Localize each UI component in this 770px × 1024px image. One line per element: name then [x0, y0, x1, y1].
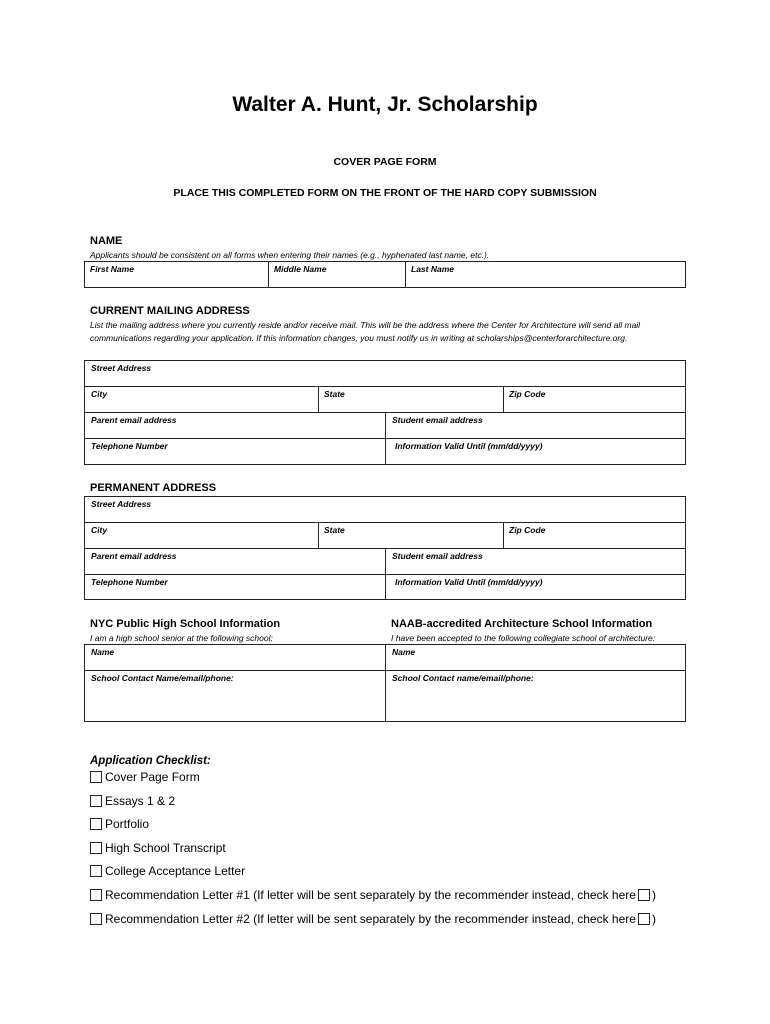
zip-field[interactable]: Zip Code	[509, 389, 546, 399]
name-note: Applicants should be consistent on all forms when entering their names (e.g., hyphenated last name, etc.).	[90, 250, 490, 260]
checklist-item-label: High School Transcript	[105, 841, 226, 855]
valid-until-field[interactable]: Information Valid Until (mm/dd/yyyy)	[395, 441, 543, 451]
divider	[503, 386, 504, 412]
parent-email-field[interactable]: Parent email address	[91, 415, 177, 425]
hs-note: I am a high school senior at the following school:	[90, 633, 273, 643]
close-paren: )	[651, 888, 656, 902]
last-name-field[interactable]: Last Name	[411, 264, 454, 274]
hs-contact-field[interactable]: School Contact Name/email/phone:	[91, 673, 234, 683]
naab-contact-field[interactable]: School Contact name/email/phone:	[392, 673, 534, 683]
hs-heading: NYC Public High School Information	[90, 618, 281, 630]
naab-name-field[interactable]: Name	[392, 647, 416, 657]
checkbox[interactable]	[90, 818, 102, 830]
parent-email-field[interactable]: Parent email address	[91, 551, 177, 561]
close-paren: )	[651, 912, 656, 926]
divider	[385, 645, 386, 721]
checklist-item	[90, 770, 200, 784]
zip-field[interactable]: Zip Code	[509, 525, 546, 535]
checkbox[interactable]	[90, 889, 102, 901]
checkbox[interactable]	[90, 913, 102, 925]
street-address-field[interactable]: Street Address	[91, 499, 152, 509]
valid-until-field[interactable]: Information Valid Until (mm/dd/yyyy)	[395, 577, 543, 587]
form-instruction: PLACE THIS COMPLETED FORM ON THE FRONT OF THE HARD COPY SUBMISSION	[173, 187, 597, 199]
page-title: Walter A. Hunt, Jr. Scholarship	[232, 93, 538, 116]
checklist-item-label: College Acceptance Letter	[105, 864, 246, 878]
state-field[interactable]: State	[324, 525, 345, 535]
mailing-note-line2: communications regarding your application. If this information changes, you must notify us in writing at scholarships@centerforarchitecture.org.	[90, 333, 628, 343]
checklist-item	[90, 864, 245, 878]
divider	[405, 262, 406, 287]
name-heading: NAME	[90, 235, 123, 247]
city-field[interactable]: City	[91, 525, 108, 535]
divider	[385, 412, 386, 464]
checklist-item	[90, 794, 175, 808]
student-email-field[interactable]: Student email address	[392, 551, 483, 561]
naab-heading: NAAB-accredited Architecture School Information	[391, 618, 653, 630]
checklist-item-label: Recommendation Letter #2 (If letter will be sent separately by the recommender instead, check here	[105, 912, 636, 926]
first-name-field[interactable]: First Name	[90, 264, 134, 274]
form-subtitle: COVER PAGE FORM	[333, 156, 437, 168]
divider	[85, 386, 685, 387]
telephone-field[interactable]: Telephone Number	[91, 441, 168, 451]
checklist-item-label: Recommendation Letter #1 (If letter will be sent separately by the recommender instead, check here	[105, 888, 636, 902]
schools-table	[84, 644, 686, 722]
checklist-item	[90, 841, 226, 855]
checkbox[interactable]	[90, 865, 102, 877]
divider	[385, 548, 386, 599]
checklist-item-label: Essays 1 & 2	[105, 794, 176, 808]
divider	[85, 522, 685, 523]
checklist-item-label: Portfolio	[105, 817, 150, 831]
checklist-item	[90, 888, 656, 902]
separate-letter-checkbox[interactable]	[638, 913, 650, 925]
permanent-heading: PERMANENT ADDRESS	[90, 482, 217, 494]
hs-name-field[interactable]: Name	[91, 647, 115, 657]
separate-letter-checkbox[interactable]	[638, 889, 650, 901]
divider	[503, 522, 504, 548]
checklist-title: Application Checklist:	[90, 755, 211, 767]
checklist-item-label: Cover Page Form	[105, 770, 200, 784]
state-field[interactable]: State	[324, 389, 345, 399]
city-field[interactable]: City	[91, 389, 108, 399]
telephone-field[interactable]: Telephone Number	[91, 577, 168, 587]
checklist-item	[90, 817, 149, 831]
street-address-field[interactable]: Street Address	[91, 363, 152, 373]
divider	[318, 386, 319, 412]
permanent-table	[84, 496, 686, 600]
checklist-item	[90, 912, 656, 926]
middle-name-field[interactable]: Middle Name	[274, 264, 327, 274]
checkbox[interactable]	[90, 842, 102, 854]
checkbox[interactable]	[90, 771, 102, 783]
mailing-note-line1: List the mailing address where you currently reside and/or receive mail. This will be the address where the Center for Architecture will send all mail	[90, 320, 641, 330]
divider	[318, 522, 319, 548]
mailing-table	[84, 360, 686, 465]
mailing-heading: CURRENT MAILING ADDRESS	[90, 305, 250, 317]
checkbox[interactable]	[90, 795, 102, 807]
name-table	[84, 261, 686, 288]
naab-note: I have been accepted to the following collegiate school of architecture:	[391, 633, 656, 643]
student-email-field[interactable]: Student email address	[392, 415, 483, 425]
divider	[268, 262, 269, 287]
